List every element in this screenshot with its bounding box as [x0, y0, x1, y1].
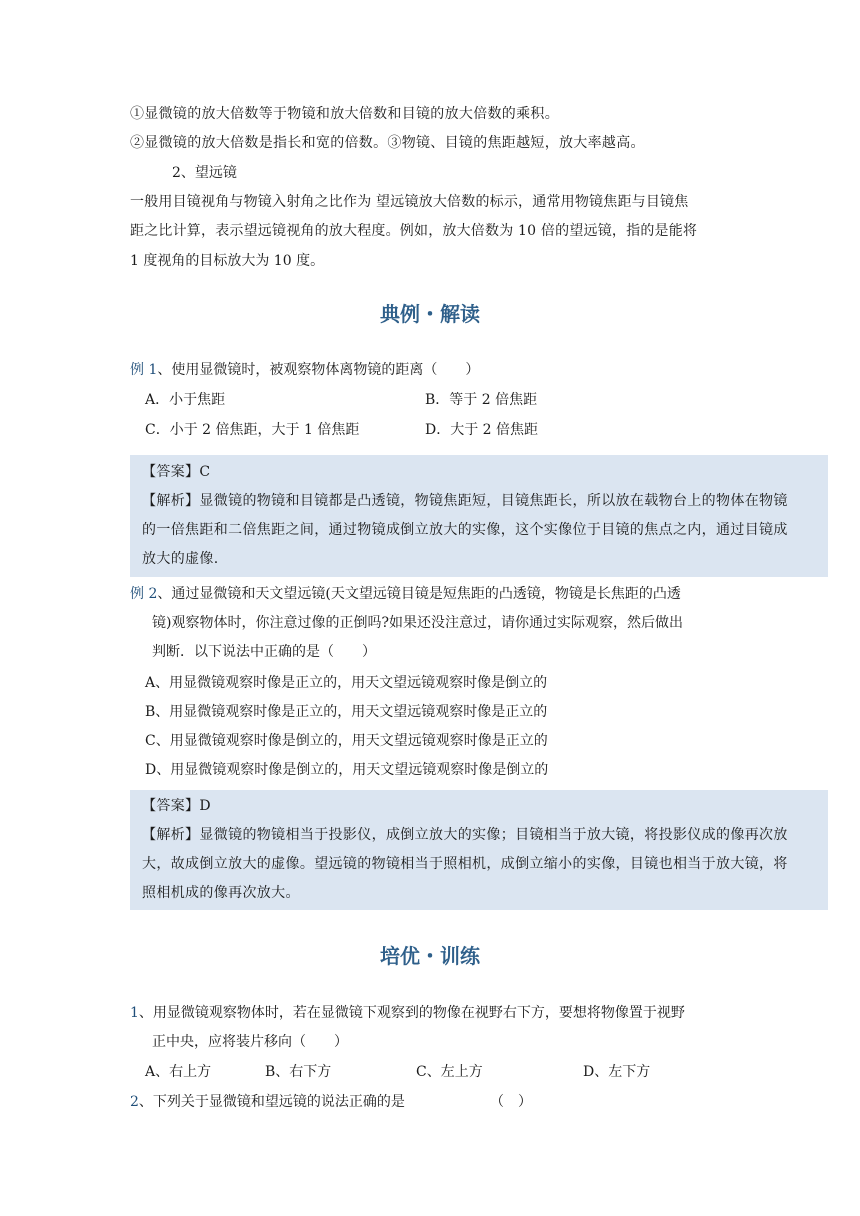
example-2-option-d: D、用显微镜观察时像是倒立的，用天文望远镜观察时像是倒立的 — [145, 762, 549, 778]
example-2-option-c: C、用显微镜观察时像是倒立的，用天文望远镜观察时像是正立的 — [145, 733, 548, 749]
example-2-option-a: A、用显微镜观察时像是正立的，用天文望远镜观察时像是倒立的 — [145, 675, 548, 691]
example-2-label: 例 2 — [130, 586, 158, 602]
example-2-analysis-line-1: 【解析】显微镜的物镜相当于投影仪，成倒立放大的实像；目镜相当于放大镜，将投影仪成的像再次放 — [142, 827, 788, 843]
example-2-question-text: 、通过显微镜和天文望远镜(天文望远镜目镜是短焦距的凸透镜，物镜是长焦距的凸透 — [157, 586, 681, 602]
question-2-line — [130, 1092, 405, 1112]
example-1-label: 例 1 — [130, 362, 158, 378]
question-1-line-2: 正中央，应将装片移向（ ） — [152, 1034, 348, 1050]
example-2-analysis-line-2: 大，故成倒立放大的虚像。望远镜的物镜相当于照相机，成倒立缩小的实像，目镜也相当于放大镜，将 — [142, 856, 788, 872]
question-2-answer-blank: （ ） — [490, 1094, 532, 1110]
example-1-option-d: D．大于 2 倍焦距 — [425, 422, 539, 438]
section-heading-training: 培优・训练 — [380, 944, 480, 968]
example-2-option-b: B、用显微镜观察时像是正立的，用天文望远镜观察时像是正立的 — [145, 704, 548, 720]
question-1-option-b: B、右下方 — [265, 1064, 332, 1080]
example-2-answer-box — [130, 790, 828, 910]
intro-line-1: ①显微镜的放大倍数等于物镜和放大倍数和目镜的放大倍数的乘积。 — [130, 106, 559, 122]
example-2-analysis-line-3: 照相机成的像再次放大。 — [142, 885, 300, 901]
example-1-option-a: A．小于焦距 — [145, 392, 226, 408]
example-1-analysis-line-2: 的一倍焦距和二倍焦距之间，通过物镜成倒立放大的实像，这个实像位于目镜的焦点之内，通过目镜成 — [142, 522, 788, 538]
question-1-number: 1 — [130, 1005, 139, 1021]
example-2-question-line-1 — [130, 584, 681, 604]
question-2-number: 2 — [130, 1094, 139, 1110]
example-2-answer: 【答案】D — [142, 798, 211, 814]
question-1-text: 、用显微镜观察物体时，若在显微镜下观察到的物像在视野右下方，要想将物像置于视野 — [138, 1005, 685, 1021]
example-1-question-text: 、使用显微镜时，被观察物体离物镜的距离（ ） — [157, 362, 480, 378]
section-heading-examples: 典例・解读 — [380, 302, 480, 326]
example-1-answer-box — [130, 455, 828, 577]
intro-line-2: ②显微镜的放大倍数是指长和宽的倍数。③物镜、目镜的焦距越短，放大率越高。 — [130, 135, 645, 151]
question-1-line-1 — [130, 1003, 685, 1023]
example-1-option-c: C．小于 2 倍焦距，大于 1 倍焦距 — [145, 422, 360, 438]
telescope-paragraph-line-3: 1 度视角的目标放大为 10 度。 — [130, 253, 325, 269]
telescope-heading: 2、望远镜 — [172, 165, 237, 181]
example-1-analysis-line-3: 放大的虚像. — [142, 551, 219, 567]
question-1-option-d: D、左下方 — [583, 1064, 651, 1080]
question-2-text: 、下列关于显微镜和望远镜的说法正确的是 — [138, 1094, 405, 1110]
example-2-question-line-2: 镜)观察物体时，你注意过像的正倒吗?如果还没注意过，请你通过实际观察，然后做出 — [152, 615, 683, 631]
example-1-question — [130, 360, 479, 380]
example-1-option-b: B．等于 2 倍焦距 — [425, 392, 538, 408]
question-1-option-a: A、右上方 — [145, 1064, 212, 1080]
example-1-analysis-line-1: 【解析】显微镜的物镜和目镜都是凸透镜，物镜焦距短，目镜焦距长，所以放在载物台上的物体在物镜 — [142, 493, 788, 509]
telescope-paragraph-line-1: 一般用目镜视角与物镜入射角之比作为 望远镜放大倍数的标示，通常用物镜焦距与目镜焦 — [130, 194, 689, 210]
example-2-question-line-3: 判断．以下说法中正确的是（ ） — [152, 644, 376, 660]
question-1-option-c: C、左上方 — [416, 1064, 483, 1080]
example-1-answer: 【答案】C — [142, 464, 211, 480]
telescope-paragraph-line-2: 距之比计算，表示望远镜视角的放大程度。例如，放大倍数为 10 倍的望远镜，指的是能将 — [130, 223, 698, 239]
